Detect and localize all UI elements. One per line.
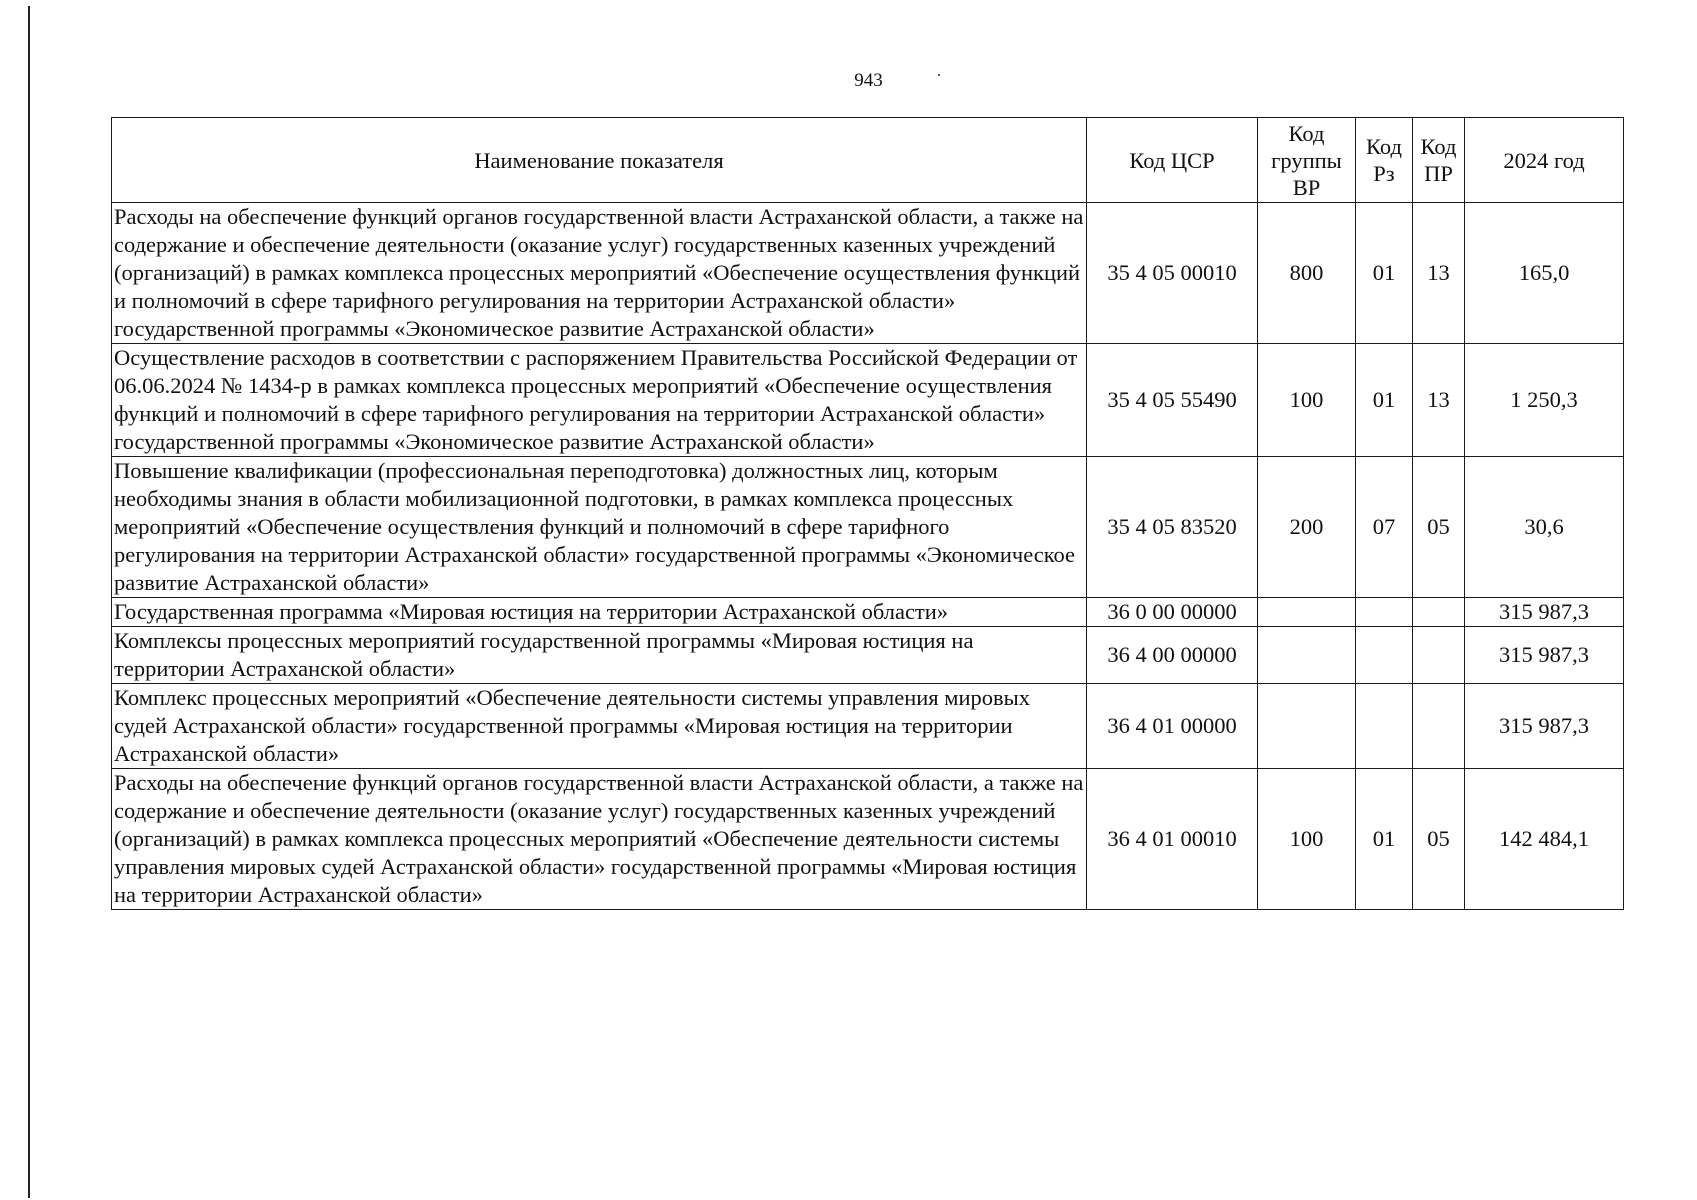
scan-speck [938,74,940,76]
cell-csr: 36 4 01 00010 [1087,769,1258,910]
cell-vr [1258,684,1356,769]
cell-rz [1356,627,1413,684]
table-body [112,203,1624,910]
cell-pr: 05 [1413,769,1465,910]
cell-amount: 315 987,3 [1465,684,1624,769]
cell-name: Государственная программа «Мировая юстиция на территории Астраханской области» [112,598,1087,627]
header-csr: Код ЦСР [1087,118,1258,203]
table-row [112,344,1624,457]
budget-table [111,117,1624,910]
table-row [112,684,1624,769]
header-rz: Код Рз [1356,118,1413,203]
cell-csr: 36 4 01 00000 [1087,684,1258,769]
table-row [112,598,1624,627]
cell-rz: 01 [1356,203,1413,344]
cell-vr: 100 [1258,344,1356,457]
cell-amount: 315 987,3 [1465,598,1624,627]
page-number: 943 [854,70,883,91]
cell-name: Комплексы процессных мероприятий государственной программы «Мировая юстиция на территории Астраханской области» [112,627,1087,684]
cell-amount: 165,0 [1465,203,1624,344]
header-vr: Код группы ВР [1258,118,1356,203]
table-row [112,457,1624,598]
header-pr: Код ПР [1413,118,1465,203]
cell-rz: 01 [1356,344,1413,457]
cell-amount: 315 987,3 [1465,627,1624,684]
cell-pr: 05 [1413,457,1465,598]
cell-vr [1258,598,1356,627]
cell-rz: 07 [1356,457,1413,598]
cell-name: Расходы на обеспечение функций органов государственной власти Астраханской области, а также на содержание и обеспечение деятельности (оказание услуг) государственных казенных учреждений (организаций) в рамках комплекса процессных мероприятий «Обеспечение деятельности системы управления мировых судей Астраханской области» государственной программы «Мировая юстиция на территории Астраханской области» [112,769,1087,910]
cell-vr: 800 [1258,203,1356,344]
cell-csr: 35 4 05 55490 [1087,344,1258,457]
cell-rz [1356,598,1413,627]
header-row [112,118,1624,203]
cell-name: Расходы на обеспечение функций органов государственной власти Астраханской области, а также на содержание и обеспечение деятельности (оказание услуг) государственных казенных учреждений (организаций) в рамках комплекса процессных мероприятий «Обеспечение осуществления функций и полномочий в сфере тарифного регулирования на территории Астраханской области» государственной программы «Экономическое развитие Астраханской области» [112,203,1087,344]
header-amount: 2024 год [1465,118,1624,203]
table-row [112,769,1624,910]
table-header [112,118,1624,203]
cell-rz [1356,684,1413,769]
cell-pr [1413,627,1465,684]
cell-csr: 36 0 00 00000 [1087,598,1258,627]
cell-vr: 200 [1258,457,1356,598]
cell-name: Повышение квалификации (профессиональная переподготовка) должностных лиц, которым необходимы знания в области мобилизационной подготовки, в рамках комплекса процессных мероприятий «Обеспечение осуществления функций и полномочий в сфере тарифного регулирования на территории Астраханской области» государственной программы «Экономическое развитие Астраханской области» [112,457,1087,598]
cell-vr: 100 [1258,769,1356,910]
cell-vr [1258,627,1356,684]
cell-rz: 01 [1356,769,1413,910]
cell-amount: 142 484,1 [1465,769,1624,910]
header-name: Наименование показателя [112,118,1087,203]
cell-csr: 35 4 05 00010 [1087,203,1258,344]
cell-amount: 1 250,3 [1465,344,1624,457]
table-row [112,203,1624,344]
cell-pr [1413,684,1465,769]
cell-pr [1413,598,1465,627]
cell-csr: 35 4 05 83520 [1087,457,1258,598]
cell-amount: 30,6 [1465,457,1624,598]
table-row [112,627,1624,684]
cell-csr: 36 4 00 00000 [1087,627,1258,684]
cell-pr: 13 [1413,203,1465,344]
cell-name: Осуществление расходов в соответствии с распоряжением Правительства Российской Федерации от 06.06.2024 № 1434-р в рамках комплекса процессных мероприятий «Обеспечение осуществления функций и полномочий в сфере тарифного регулирования на территории Астраханской области» государственной программы «Экономическое развитие Астраханской области» [112,344,1087,457]
cell-name: Комплекс процессных мероприятий «Обеспечение деятельности системы управления мировых судей Астраханской области» государственной программы «Мировая юстиция на территории Астраханской области» [112,684,1087,769]
binding-margin-line [28,6,30,1198]
cell-pr: 13 [1413,344,1465,457]
